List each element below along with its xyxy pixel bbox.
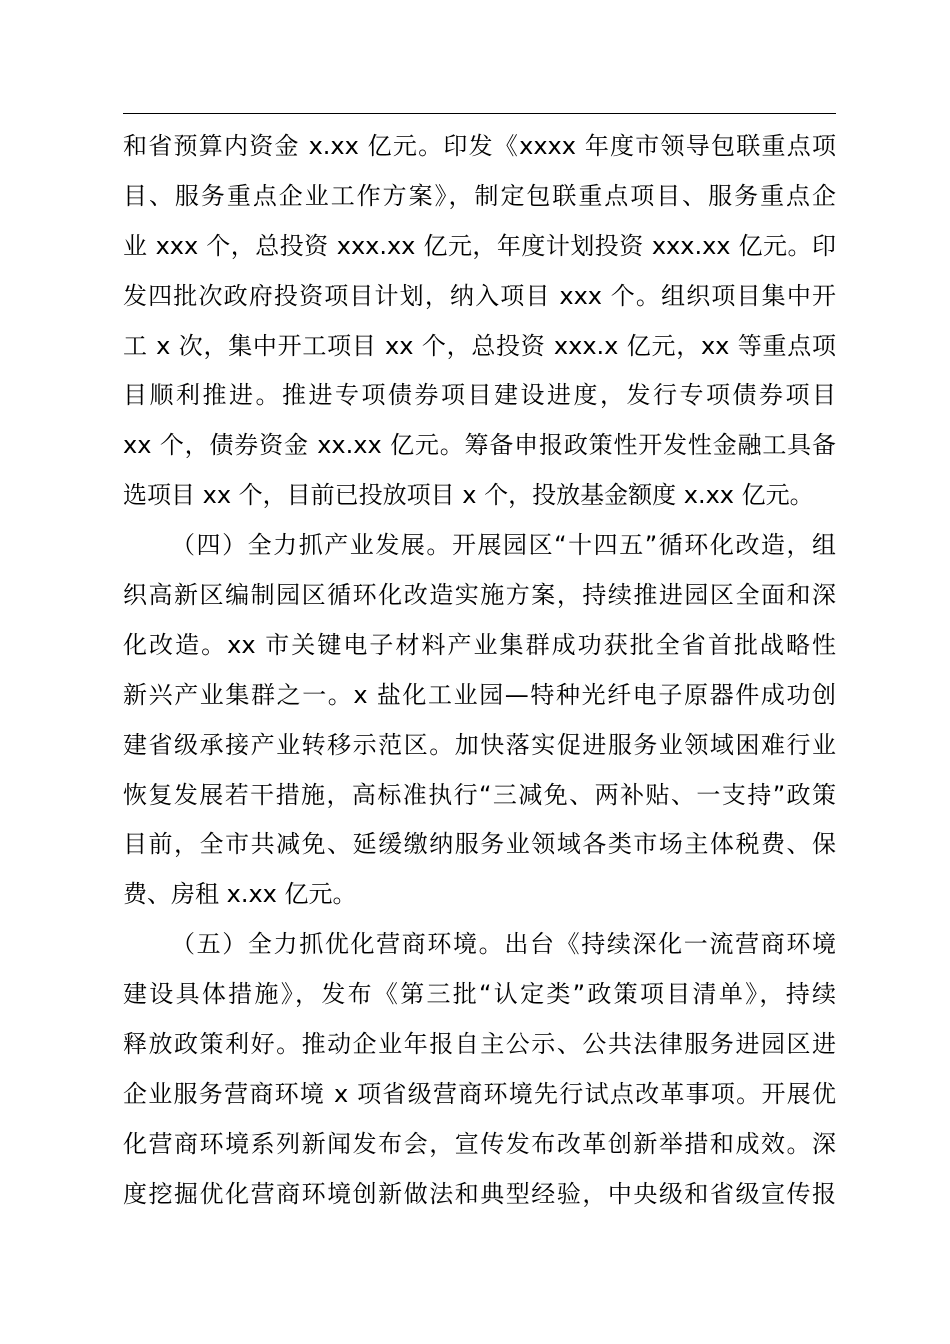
text-line: 目前，全市共减免、延缓缴纳服务业领域各类市场主体税费、保 [123,830,836,859]
text-line: 费、房租 x.xx 亿元。 [123,880,357,909]
text-line: 织高新区编制园区循环化改造实施方案，持续推进园区全面和深 [123,581,836,610]
text-line: 业 xxx 个，总投资 xxx.xx 亿元，年度计划投资 xxx.xx 亿元。印 [123,231,836,260]
text-line: 建省级承接产业转移示范区。加快落实促进服务业领域困难行业 [123,730,836,759]
text-line: 化改造。xx 市关键电子材料产业集群成功获批全省首批战略性 [123,630,836,659]
section-heading-line: （五）全力抓优化营商环境。出台《持续深化一流营商环境 [171,930,836,959]
text-line: 目顺利推进。推进专项债券项目建设进度，发行专项债券项目 [123,381,836,410]
section-heading-line: （四）全力抓产业发展。开展园区“十四五”循环化改造，组 [171,531,836,560]
text-line: 发四批次政府投资项目计划，纳入项目 xxx 个。组织项目集中开 [123,281,836,310]
text-line: 化营商环境系列新闻发布会，宣传发布改革创新举措和成效。深 [123,1129,836,1158]
text-line: 新兴产业集群之一。x 盐化工业园—特种光纤电子原器件成功创 [123,680,836,709]
text-line: xx 个，债券资金 xx.xx 亿元。筹备申报政策性开发性金融工具备 [123,431,836,460]
text-line: 和省预算内资金 x.xx 亿元。印发《xxxx 年度市领导包联重点项 [123,132,836,160]
document-body [123,122,836,1220]
header-rule [123,113,836,114]
text-line: 选项目 xx 个，目前已投放项目 x 个，投放基金额度 x.xx 亿元。 [123,481,814,510]
text-line: 度挖掘优化营商环境创新做法和典型经验，中央级和省级宣传报 [123,1179,836,1208]
text-line: 企业服务营商环境 x 项省级营商环境先行试点改革事项。开展优 [123,1079,836,1108]
text-line: 目、服务重点企业工作方案》，制定包联重点项目、服务重点企 [123,181,836,210]
text-line: 释放政策利好。推动企业年报自主公示、公共法律服务进园区进 [123,1030,836,1059]
text-line: 建设具体措施》，发布《第三批“认定类”政策项目清单》，持续 [123,980,836,1009]
text-line: 恢复发展若干措施，高标准执行“三减免、两补贴、一支持”政策 [123,780,836,809]
text-line: 工 x 次，集中开工项目 xx 个，总投资 xxx.x 亿元，xx 等重点项 [123,331,836,360]
